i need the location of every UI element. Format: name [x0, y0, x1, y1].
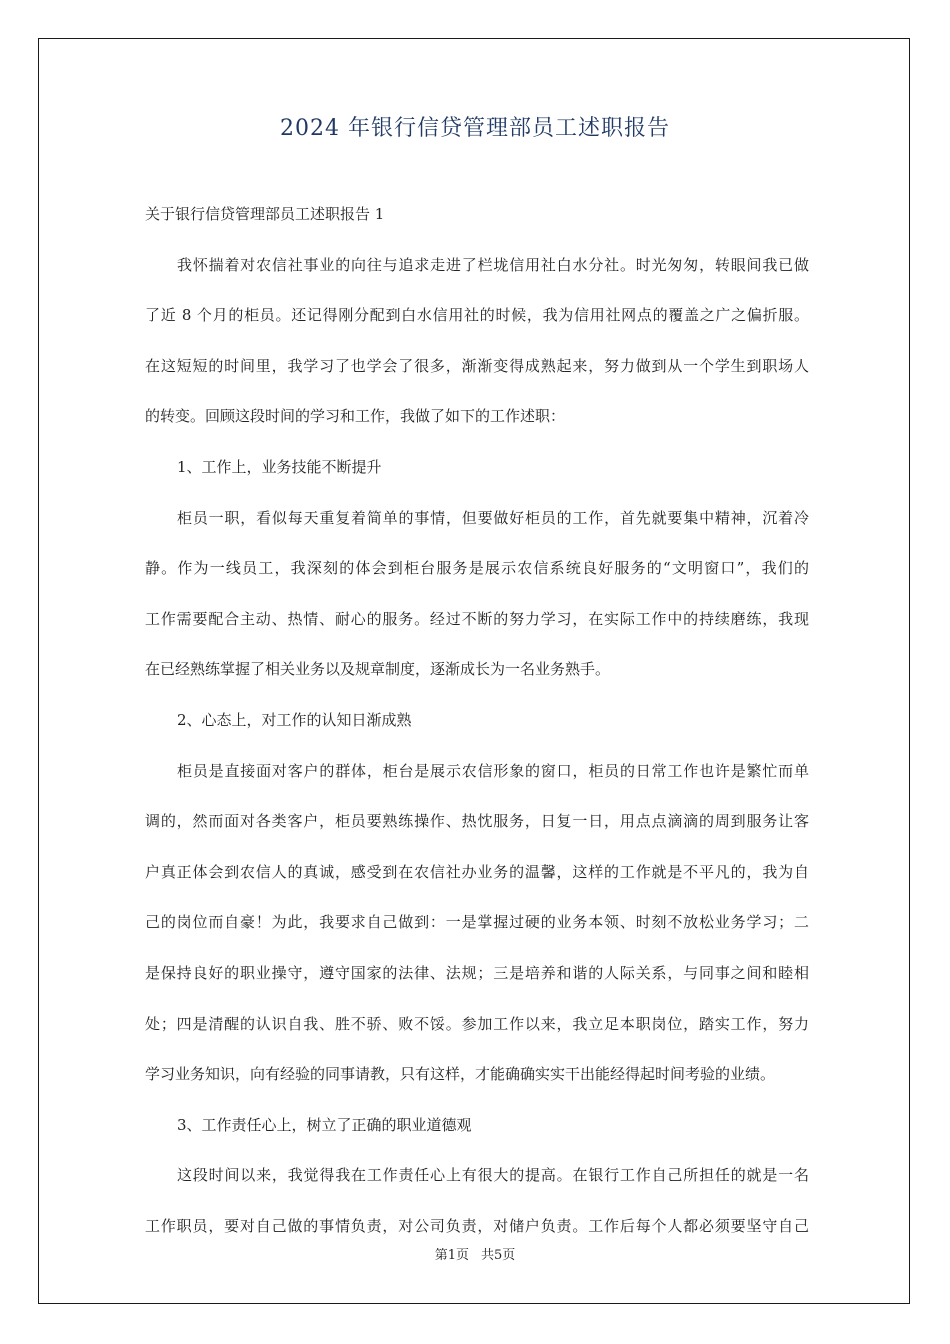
paragraph-line: 这段时间以来，我觉得我在工作责任心上有很大的提高。在银行工作自己所担任的就是一名	[177, 1166, 809, 1185]
paragraph-line: 是保持良好的职业操守，遵守国家的法律、法规；三是培养和谐的人际关系，与同事之间和睦相	[145, 963, 809, 982]
paragraph-line: 在这短短的时间里，我学习了也学会了很多，渐渐变得成熟起来，努力做到从一个学生到职场人	[145, 356, 809, 375]
page-total: 共5页	[481, 1248, 516, 1263]
paragraph-line: 在已经熟练掌握了相关业务以及规章制度，逐渐成长为一名业务熟手。	[145, 660, 611, 679]
section-heading: 2、心态上，对工作的认知日渐成熟	[177, 710, 412, 729]
section-heading: 1、工作上，业务技能不断提升	[177, 457, 382, 476]
document-body	[145, 197, 809, 1259]
paragraph-line: 学习业务知识，向有经验的同事请教，只有这样，才能确确实实干出能经得起时间考验的业绩。	[145, 1065, 776, 1084]
page-footer	[0, 1246, 950, 1266]
section-heading: 关于银行信贷管理部员工述职报告 1	[145, 205, 385, 223]
paragraph-line: 处；四是清醒的认识自我、胜不骄、败不馁。参加工作以来，我立足本职岗位，踏实工作，努力	[145, 1014, 809, 1033]
paragraph-line: 工作职员，要对自己做的事情负责，对公司负责，对储户负责。工作后每个人都必须要坚守自己	[145, 1216, 809, 1235]
paragraph-line: 柜员是直接面对客户的群体，柜台是展示农信形象的窗口，柜员的日常工作也许是繁忙而单	[177, 761, 809, 780]
section-heading: 3、工作责任心上，树立了正确的职业道德观	[177, 1115, 472, 1134]
paragraph-line: 静。作为一线员工，我深刻的体会到柜台服务是展示农信系统良好服务的“文明窗口”，我们的	[145, 559, 809, 578]
document-title: 2024 年银行信贷管理部员工述职报告	[280, 116, 670, 141]
paragraph-line: 己的岗位而自豪！为此，我要求自己做到：一是掌握过硬的业务本领、时刻不放松业务学习；二	[145, 913, 809, 932]
paragraph-line: 户真正体会到农信人的真诚，感受到在农信社办业务的温馨，这样的工作就是不平凡的，我为自	[145, 862, 809, 881]
paragraph-line: 了近 8 个月的柜员。还记得刚分配到白水信用社的时候，我为信用社网点的覆盖之广之偏折服。	[145, 306, 809, 325]
paragraph-line: 我怀揣着对农信社事业的向往与追求走进了栏垅信用社白水分社。时光匆匆，转眼间我已做	[177, 255, 809, 274]
page-number: 第1页	[434, 1248, 469, 1263]
paragraph-line: 的转变。回顾这段时间的学习和工作，我做了如下的工作述职：	[145, 407, 566, 426]
paragraph-line: 工作需要配合主动、热情、耐心的服务。经过不断的努力学习，在实际工作中的持续磨练，我现	[145, 609, 809, 628]
paragraph-line: 柜员一职，看似每天重复着简单的事情，但要做好柜员的工作，首先就要集中精神，沉着冷	[177, 508, 809, 527]
paragraph-line: 调的，然而面对各类客户，柜员要熟练操作、热忱服务，日复一日，用点点滴滴的周到服务让客	[145, 812, 809, 831]
